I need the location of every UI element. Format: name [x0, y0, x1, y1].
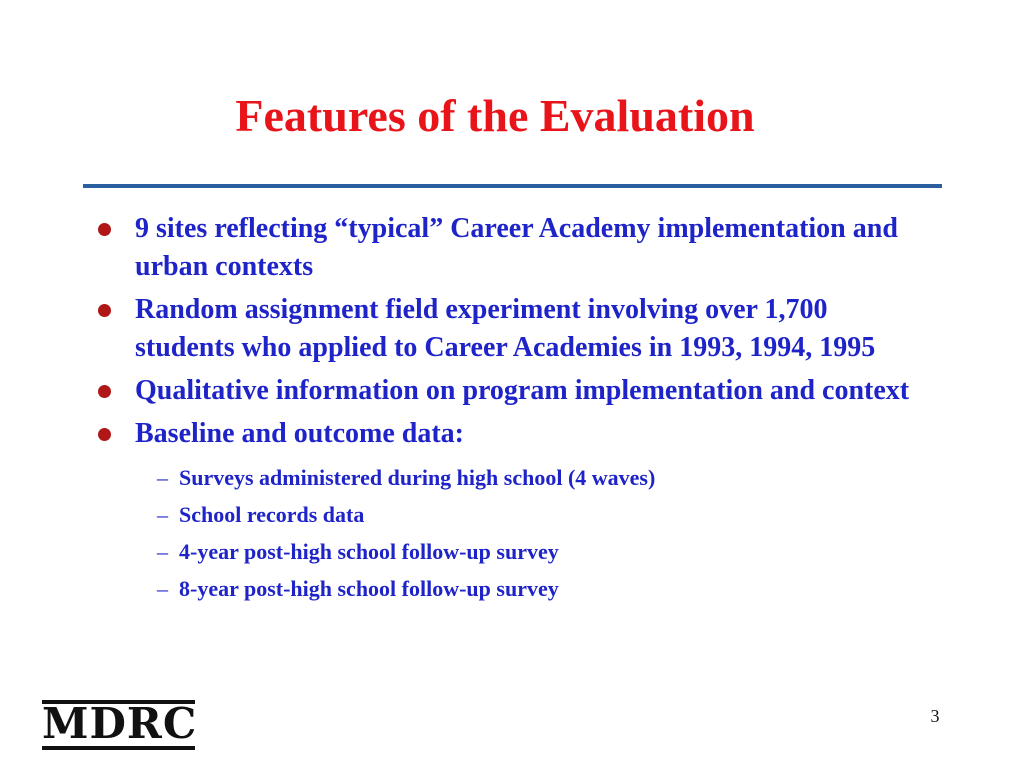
- sub-bullet-text: Surveys administered during high school (4 waves): [179, 465, 656, 490]
- bullet-item: [90, 415, 920, 607]
- page-number: 3: [930, 706, 940, 726]
- bullet-dot-icon: [98, 385, 111, 398]
- dash-icon: –: [157, 465, 168, 490]
- bullet-text: Baseline and outcome data:: [135, 418, 464, 449]
- slide-title: Features of the Evaluation: [235, 90, 755, 141]
- bullet-dot-icon: [98, 304, 111, 317]
- sub-bullet-item: [135, 496, 920, 533]
- sub-bullet-list: [135, 459, 920, 607]
- bullet-list: [90, 210, 920, 612]
- bullet-item: [90, 210, 920, 286]
- dash-icon: –: [157, 576, 168, 601]
- mdrc-logo: MDRC: [42, 699, 198, 748]
- bullet-text: Random assignment field experiment involving over 1,700 students who applied to Career Academies in 1993, 1994, 1995: [135, 294, 876, 363]
- bullet-dot-icon: [98, 428, 111, 441]
- bullet-text: Qualitative information on program implementation and context: [135, 375, 910, 406]
- sub-bullet-text: School records data: [179, 502, 365, 527]
- bullet-item: [90, 291, 920, 367]
- sub-bullet-item: [135, 570, 920, 607]
- dash-icon: –: [157, 539, 168, 564]
- bullet-item: [90, 372, 920, 410]
- sub-bullet-text: 4-year post-high school follow-up survey: [179, 539, 559, 564]
- dash-icon: –: [157, 502, 168, 527]
- title-divider: [83, 184, 942, 188]
- bullet-dot-icon: [98, 223, 111, 236]
- sub-bullet-item: [135, 533, 920, 570]
- sub-bullet-text: 8-year post-high school follow-up survey: [179, 576, 559, 601]
- bullet-text: 9 sites reflecting “typical” Career Academy implementation and urban contexts: [135, 213, 898, 282]
- sub-bullet-item: [135, 459, 920, 496]
